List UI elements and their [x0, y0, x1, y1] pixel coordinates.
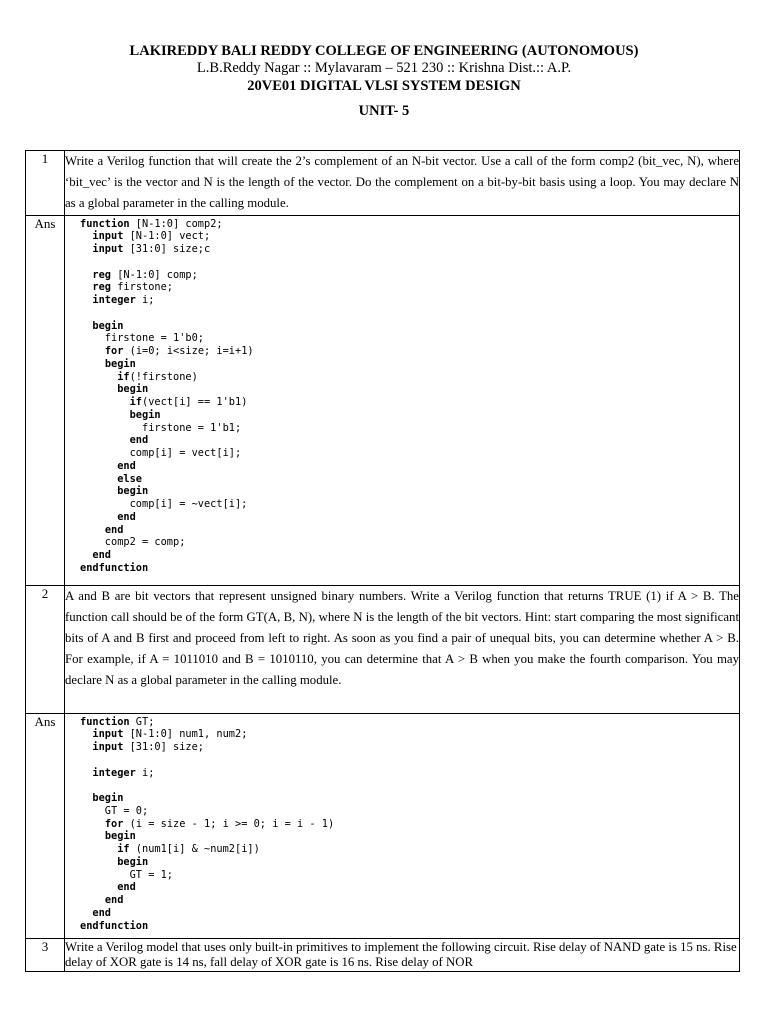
- question-answer-table: [25, 150, 740, 972]
- code-line: end: [92, 549, 112, 562]
- row-label-ans: Ans: [26, 713, 65, 938]
- college-name: LAKIREDDY BALI REDDY COLLEGE OF ENGINEERING (AUTONOMOUS): [129, 43, 639, 59]
- code-line: integer i;: [92, 294, 155, 307]
- code-line: input [31:0] size;: [92, 741, 204, 754]
- code-line: firstone = 1'b0;: [80, 332, 204, 345]
- code-line: [80, 779, 739, 792]
- code-line: end: [104, 894, 124, 907]
- code-line: reg [N-1:0] comp;: [92, 268, 198, 281]
- code-line: begin: [104, 830, 136, 843]
- code-line: end: [92, 906, 112, 919]
- code-line: input [N-1:0] num1, num2;: [92, 728, 248, 741]
- course-title: 20VE01 DIGITAL VLSI SYSTEM DESIGN: [247, 78, 521, 94]
- code-line: end: [104, 523, 124, 536]
- code-line: begin: [129, 408, 161, 421]
- code-line: end: [129, 434, 149, 447]
- code-line: GT = 0;: [80, 804, 149, 817]
- row-number: 1: [26, 151, 65, 216]
- code-line: for (i = size - 1; i >= 0; i = i - 1): [104, 817, 335, 830]
- code-line: for (i=0; i<size; i=i+1): [104, 345, 254, 358]
- code-line: reg firstone;: [92, 281, 174, 294]
- code-line: if (num1[i] & ~num2[i]): [117, 843, 260, 856]
- code-line: end: [117, 459, 136, 472]
- code-line: begin: [117, 855, 149, 868]
- row-label-ans: Ans: [26, 215, 65, 585]
- question-1-text: Write a Verilog function that will create the 2’s complement of an N-bit vector. Use a call of the form comp2 (bit_vec, N), where ‘bit_vec’ is the vector and N is the length of the vector. Do the complement on a bit-by-bit basis using a loop. You may declare N as a global parameter in the calling module.: [65, 154, 739, 211]
- document-header: [0, 42, 768, 95]
- answer-2-code: [80, 716, 739, 933]
- code-line: GT = 1;: [80, 868, 173, 881]
- code-line: comp2 = comp;: [80, 536, 186, 549]
- question-2-text: A and B are bit vectors that represent unsigned binary numbers. Write a Verilog function that returns TRUE (1) if A > B. The function call should be of the form GT(A, B, N), where N is the length of the bit vectors. Hint: start comparing the most significant bits of A and B first and proceed from left to right. As soon as you find a pair of unequal bits, you can determine whether A > B. For example, if A = 1011010 and B = 1010110, you can determine that A > B when you make the fourth comparison. You may declare N as a global parameter in the calling module.: [65, 588, 739, 688]
- answer-1-code: [80, 218, 739, 575]
- question-3-text: Write a Verilog model that uses only built-in primitives to implement the following circuit. Rise delay of NAND gate is 15 ns. Rise delay of XOR gate is 14 ns, fall delay of XOR gate is 16 ns. Rise delay of NOR: [65, 939, 737, 970]
- row-number: 2: [26, 585, 65, 713]
- code-line: function GT;: [80, 715, 155, 728]
- code-line: comp[i] = ~vect[i];: [80, 498, 248, 511]
- college-address: L.B.Reddy Nagar :: Mylavaram – 521 230 :: Krishna Dist.:: A.P.: [196, 60, 572, 76]
- table-row: [26, 215, 740, 585]
- code-line: begin: [92, 319, 124, 332]
- code-line: begin: [92, 792, 124, 805]
- row-number: 3: [26, 938, 65, 971]
- table-row: [26, 151, 740, 216]
- table-row: [26, 713, 740, 938]
- code-line: begin: [104, 357, 136, 370]
- table-row: [26, 938, 740, 971]
- code-line: firstone = 1'b1;: [80, 421, 242, 434]
- code-line: [80, 256, 739, 269]
- code-line: [80, 754, 739, 767]
- code-line: input [N-1:0] vect;: [92, 230, 211, 243]
- code-line: begin: [117, 383, 149, 396]
- unit-title: UNIT- 5: [358, 103, 410, 119]
- code-line: begin: [117, 485, 149, 498]
- code-line: comp[i] = vect[i];: [80, 447, 242, 460]
- code-line: end: [117, 881, 136, 894]
- table-row: [26, 585, 740, 713]
- code-line: end: [117, 510, 136, 523]
- code-line: [80, 307, 739, 320]
- code-line: if(vect[i] == 1'b1): [129, 396, 248, 409]
- code-line: if(!firstone): [117, 370, 198, 383]
- code-line: endfunction: [80, 919, 149, 932]
- code-line: function [N-1:0] comp2;: [80, 217, 223, 230]
- code-line: else: [117, 472, 143, 485]
- code-line: integer i;: [92, 766, 155, 779]
- code-line: input [31:0] size;c: [92, 243, 211, 256]
- code-line: endfunction: [80, 561, 149, 574]
